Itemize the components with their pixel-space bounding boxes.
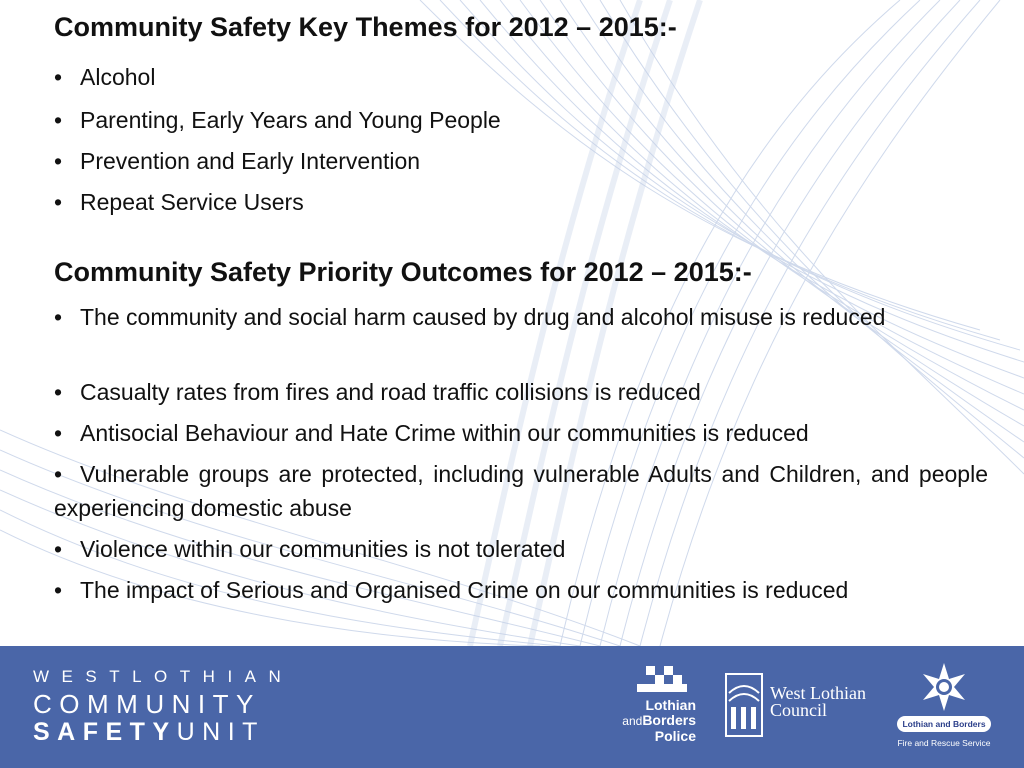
csu-logo-safety: SAFETY: [33, 718, 177, 746]
outcome-item: [54, 416, 988, 450]
police-logo-text: [604, 698, 696, 744]
outcomes-heading: Community Safety Priority Outcomes for 2012 – 2015:-: [54, 257, 752, 287]
council-line1: West Lothian: [770, 683, 867, 703]
fire-sub-label: Fire and Rescue Service: [897, 738, 991, 748]
police-borders: Borders: [642, 712, 696, 728]
bullet-icon: •: [54, 536, 63, 562]
lothian-borders-fire-logo: [895, 662, 993, 762]
bullet-icon: •: [54, 148, 63, 174]
outcome-item-text: The impact of Serious and Organised Crime on our communities is reduced: [80, 577, 849, 603]
bullet-icon: •: [54, 420, 63, 446]
theme-item-text: Alcohol: [80, 64, 156, 90]
theme-item-text: Prevention and Early Intervention: [80, 148, 421, 174]
csu-logo-line3: [33, 718, 293, 746]
outcome-item-text: Antisocial Behaviour and Hate Crime within our communities is reduced: [80, 420, 809, 446]
bullet-icon: •: [54, 64, 63, 90]
outcome-item: [54, 457, 988, 525]
themes-heading: Community Safety Key Themes for 2012 – 2015:-: [54, 12, 677, 42]
lothian-borders-police-logo: [604, 666, 696, 766]
bullet-icon: •: [54, 107, 63, 133]
police-and: and: [622, 714, 643, 728]
bullet-icon: •: [54, 577, 63, 603]
theme-item: [54, 103, 988, 137]
bullet-icon: •: [54, 461, 63, 487]
community-safety-unit-logo: [33, 666, 293, 746]
csu-logo-line2: COMMUNITY: [33, 689, 261, 719]
outcome-item-text: The community and social harm caused by drug and alcohol misuse is reduced: [80, 304, 886, 330]
police-chequer-icon: [632, 666, 692, 696]
outcome-item-text: Casualty rates from fires and road traffic collisions is reduced: [80, 379, 701, 405]
bullet-icon: •: [54, 379, 63, 405]
footer-bar: [0, 646, 1024, 768]
outcome-item: [54, 375, 988, 409]
police-line1: Lothian: [645, 697, 696, 713]
fire-badge-label: Lothian and Borders: [897, 716, 991, 732]
outcome-item: [54, 573, 988, 607]
west-lothian-council-logo: [725, 673, 885, 743]
csu-logo-line1: WESTLOTHIAN: [33, 667, 294, 686]
fire-star-badge-icon: [919, 662, 969, 712]
outcome-item: [54, 300, 988, 334]
council-name: [770, 685, 866, 719]
theme-item-text: Repeat Service Users: [80, 189, 304, 215]
police-line2: [604, 713, 696, 729]
bullet-icon: •: [54, 304, 63, 330]
bullet-icon: •: [54, 189, 63, 215]
outcome-item: [54, 532, 988, 566]
outcome-item-text: Vulnerable groups are protected, including vulnerable Adults and Children, and people experiencing domestic abuse: [54, 461, 988, 521]
csu-logo-unit: UNIT: [176, 718, 265, 746]
police-line3: Police: [654, 728, 696, 744]
outcome-item-text: Violence within our communities is not tolerated: [80, 536, 566, 562]
theme-item: [54, 60, 988, 94]
council-crest-icon: [725, 673, 765, 739]
theme-item-text: Parenting, Early Years and Young People: [80, 107, 501, 133]
council-line2: Council: [770, 700, 827, 720]
theme-item: [54, 185, 988, 219]
theme-item: [54, 144, 988, 178]
